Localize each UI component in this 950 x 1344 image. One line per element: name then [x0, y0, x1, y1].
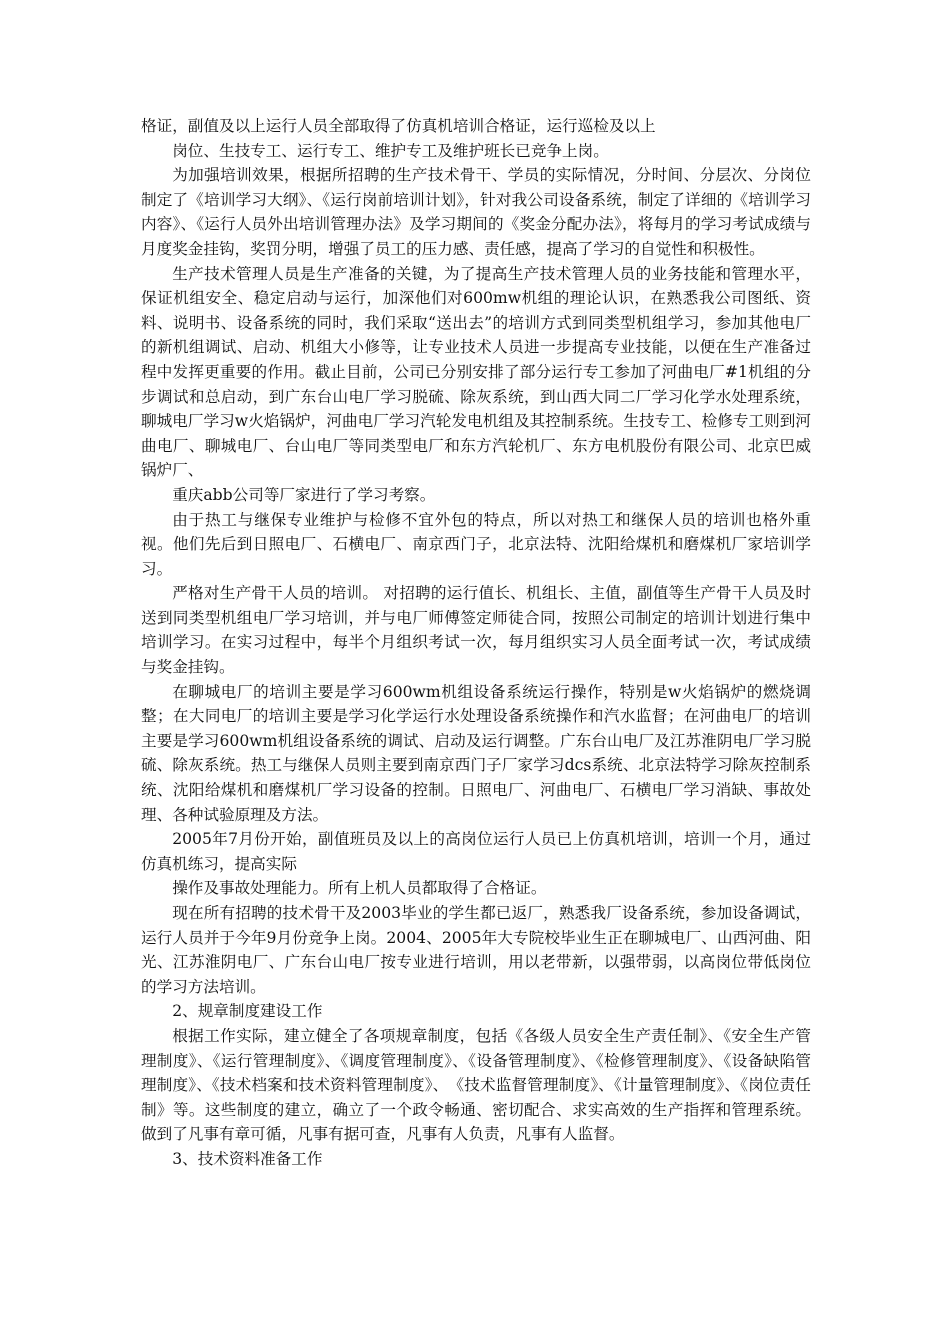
paragraph: 为加强培训效果，根据所招聘的生产技术骨干、学员的实际情况，分时间、分层次、分岗位制定了《培训学习大纲》、《运行岗前培训计划》，针对我公司设备系统，制定了详细的《培训学习内容》、《运行人员外出培训管理办法》及学习期间的《奖金分配办法》，将每月的学习考试成绩与月度奖金挂钩，奖罚分明，增强了员工的压力感、责任感，提高了学习的自觉性和积极性。: [141, 166, 811, 258]
paragraph: 格证，副值及以上运行人员全部取得了仿真机培训合格证，运行巡检及以上: [141, 117, 656, 135]
paragraph: 严格对生产骨干人员的培训。 对招聘的运行值长、机组长、主值，副值等生产骨干人员及时送到同类型机组电厂学习培训，并与电厂师傅签定师徒合同，按照公司制定的培训计划进行集中培训学习。在实习过程中，每半个月组织考试一次，每月组织实习人员全面考试一次，考试成绩与奖金挂钩。: [141, 584, 811, 677]
paragraph: 由于热工与继保专业维护与检修不宜外包的特点，所以对热工和继保人员的培训也格外重视。他们先后到日照电厂、石横电厂、南京西门子，北京法特、沈阳给煤机和磨煤机厂家培训学习。: [141, 510, 811, 578]
paragraph: 操作及事故处理能力。所有上机人员都取得了合格证。: [172, 879, 547, 898]
section-heading: 3、技术资料准备工作: [172, 1149, 323, 1168]
paragraph: 根据工作实际，建立健全了各项规章制度，包括《各级人员安全生产责任制》、《安全生产管理制度》、《运行管理制度》、《调度管理制度》、《设备管理制度》、《检修管理制度》、《设备缺陷管理制度》、《技术档案和技术资料管理制度》、 《技术监督管理制度》、《计量管理制度》、《岗位责任制》等。这些制度的建立，确立了一个政令畅通、密切配合、求实高效的生产指挥和管理系统。做到了凡事有章可循，凡事有据可查，凡事有人负责，凡事有人监督。: [141, 1026, 811, 1144]
paragraph: 在聊城电厂的培训主要是学习600wm机组设备系统运行操作，特别是w火焰锅炉的燃烧调整；在大同电厂的培训主要是学习化学运行水处理设备系统操作和汽水监督；在河曲电厂的培训主要是学习600wm机组设备系统的调试、启动及运行调整。广东台山电厂及江苏淮阴电厂学习脱硫、除灰系统。热工与继保人员则主要到南京西门子厂家学习dcs系统、北京法特学习除灰控制系统、沈阳给煤机和磨煤机厂学习设备的控制。日照电厂、河曲电厂、石横电厂学习消缺、事故处理、各种试验原理及方法。: [141, 682, 811, 824]
paragraph: 岗位、生技专工、运行专工、维护专工及维护班长已竞争上岗。: [172, 141, 609, 160]
paragraph: 生产技术管理人员是生产准备的关键，为了提高生产技术管理人员的业务技能和管理水平，保证机组安全、稳定启动与运行，加深他们对600mw机组的理论认识，在熟悉我公司图纸、资料、说明书、设备系统的同时，我们采取“送出去”的培训方式到同类型机组学习，参加其他电厂的新机组调试、启动、机组大小修等，让专业技术人员进一步提高专业技能，以便在生产准备过程中发挥更重要的作用。截止目前，公司已分别安排了部分运行专工参加了河曲电厂#1机组的分步调试和总启动，到广东台山电厂学习脱硫、除灰系统，到山西大同二厂学习化学水处理系统，聊城电厂学习w火焰锅炉，河曲电厂学习汽轮发电机组及其控制系统。生技专工、检修专工则到河曲电厂、聊城电厂、台山电厂等同类型电厂和东方汽轮机厂、东方电机股份有限公司、北京巴威锅炉厂、: [141, 264, 811, 480]
paragraph: 2005年7月份开始，副值班员及以上的高岗位运行人员已上仿真机培训，培训一个月，通过仿真机练习，提高实际: [141, 830, 811, 873]
document-body: [141, 114, 811, 1172]
paragraph: 重庆abb公司等厂家进行了学习考察。: [172, 485, 436, 504]
paragraph: 现在所有招聘的技术骨干及2003毕业的学生都已返厂，熟悉我厂设备系统，参加设备调试，运行人员并于今年9月份竞争上岗。2004、2005年大专院校毕业生正在聊城电厂、山西河曲、阳光、江苏淮阴电厂、广东台山电厂按专业进行培训，用以老带新，以强带弱，以高岗位带低岗位的学习方法培训。: [141, 904, 811, 996]
section-heading: 2、规章制度建设工作: [172, 1002, 323, 1021]
